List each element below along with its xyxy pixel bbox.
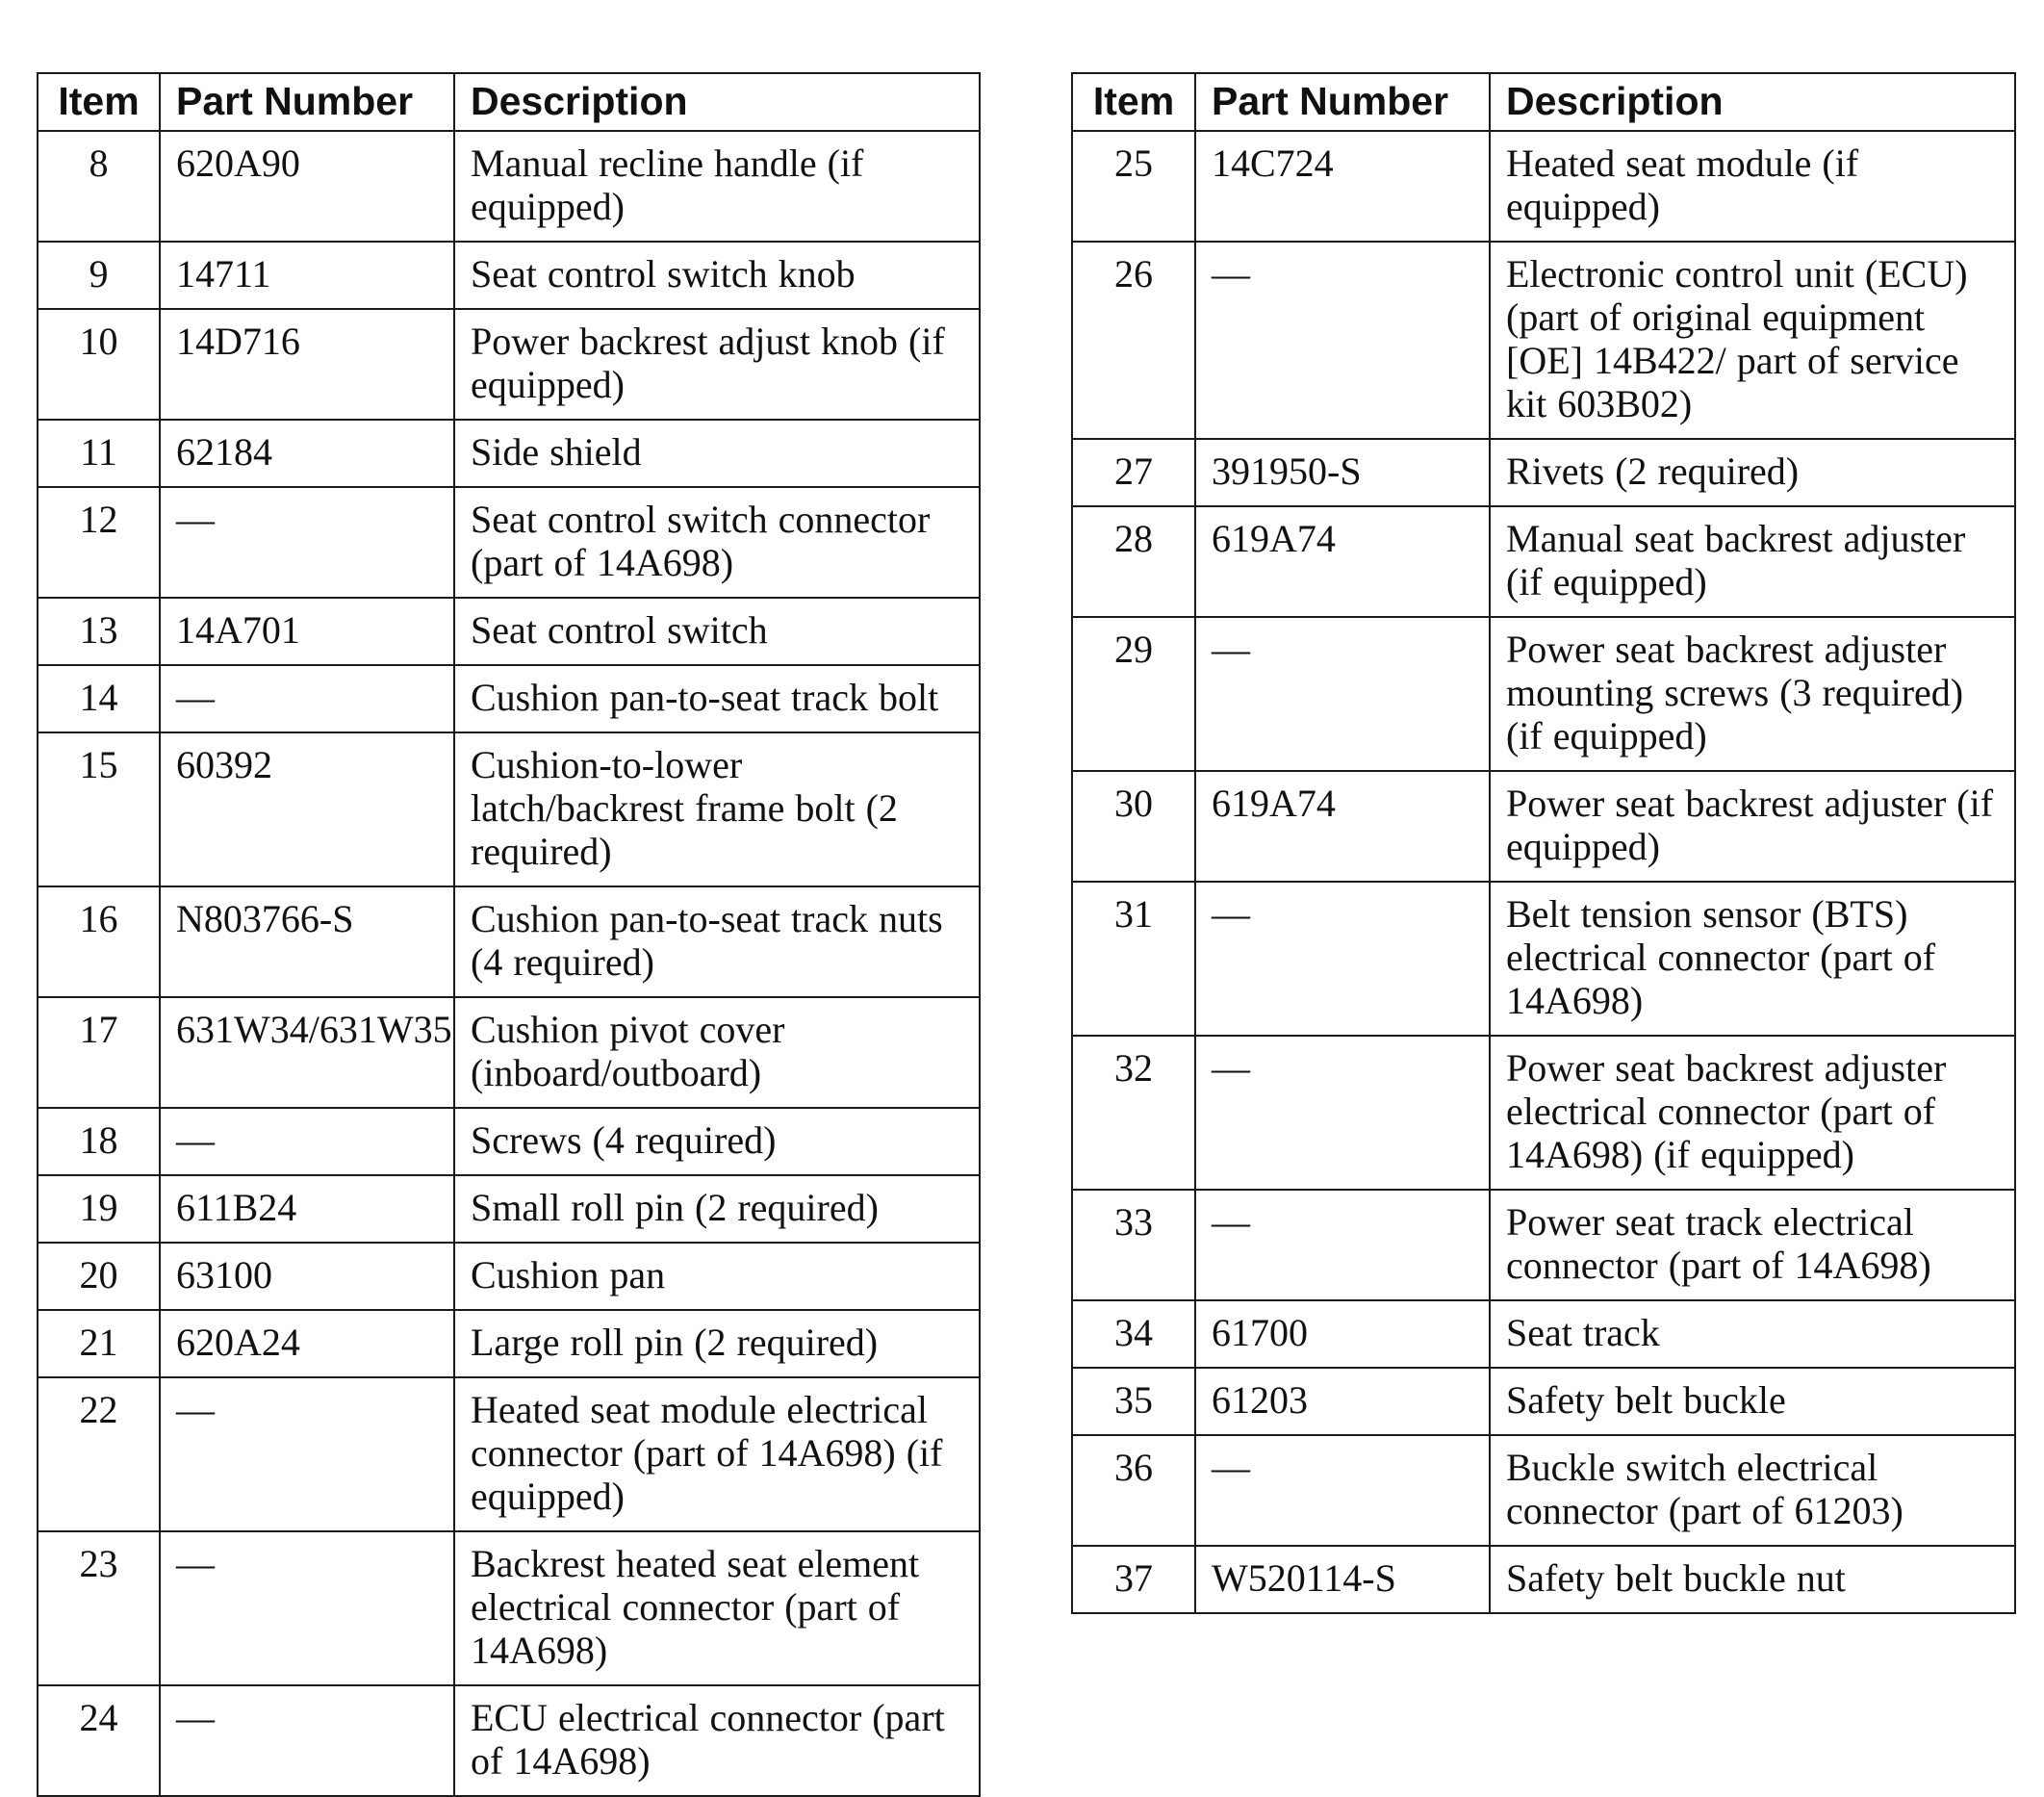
table-row	[1072, 1300, 2015, 1368]
part-number-cell: —	[160, 665, 454, 732]
part-number-cell: 631W34/631W35	[160, 997, 454, 1108]
item-cell: 23	[38, 1531, 160, 1685]
header-part-number: Part Number	[160, 73, 454, 131]
table-body-left	[38, 131, 980, 1796]
description-cell: Power backrest adjust knob (if equipped)	[454, 309, 980, 420]
part-number-cell: —	[1195, 882, 1490, 1036]
description-cell: Cushion-to-lower latch/backrest frame bolt (2 required)	[454, 732, 980, 886]
item-cell: 12	[38, 487, 160, 598]
part-number-cell: 619A74	[1195, 771, 1490, 882]
part-number-cell: 63100	[160, 1243, 454, 1310]
item-cell: 17	[38, 997, 160, 1108]
description-cell: Rivets (2 required)	[1490, 439, 2015, 506]
part-number-cell: —	[160, 1108, 454, 1175]
item-cell: 10	[38, 309, 160, 420]
item-cell: 34	[1072, 1300, 1195, 1368]
table-row	[1072, 439, 2015, 506]
item-cell: 26	[1072, 242, 1195, 439]
description-cell: Manual recline handle (if equipped)	[454, 131, 980, 242]
part-number-cell: 14711	[160, 242, 454, 309]
header-item: Item	[38, 73, 160, 131]
table-row	[1072, 882, 2015, 1036]
table-row	[1072, 131, 2015, 242]
description-cell: Belt tension sensor (BTS) electrical connector (part of 14A698)	[1490, 882, 2015, 1036]
item-cell: 32	[1072, 1036, 1195, 1190]
description-cell: Backrest heated seat element electrical connector (part of 14A698)	[454, 1531, 980, 1685]
table-row	[1072, 617, 2015, 771]
item-cell: 20	[38, 1243, 160, 1310]
item-cell: 13	[38, 598, 160, 665]
table-header-row	[1072, 73, 2015, 131]
table-row	[38, 1175, 980, 1243]
part-number-cell: —	[1195, 242, 1490, 439]
description-cell: Seat control switch knob	[454, 242, 980, 309]
header-item: Item	[1072, 73, 1195, 131]
part-number-cell: —	[160, 1531, 454, 1685]
header-part-number: Part Number	[1195, 73, 1490, 131]
item-cell: 31	[1072, 882, 1195, 1036]
item-cell: 25	[1072, 131, 1195, 242]
description-cell: Safety belt buckle nut	[1490, 1546, 2015, 1613]
part-number-cell: 60392	[160, 732, 454, 886]
table-row	[38, 1377, 980, 1531]
item-cell: 33	[1072, 1190, 1195, 1300]
item-cell: 37	[1072, 1546, 1195, 1613]
parts-table-left	[37, 72, 981, 1797]
part-number-cell: —	[160, 1377, 454, 1531]
item-cell: 30	[1072, 771, 1195, 882]
table-row	[38, 1685, 980, 1796]
table-row	[1072, 1368, 2015, 1435]
part-number-cell: —	[160, 487, 454, 598]
description-cell: Large roll pin (2 required)	[454, 1310, 980, 1377]
header-description: Description	[454, 73, 980, 131]
description-cell: Small roll pin (2 required)	[454, 1175, 980, 1243]
part-number-cell: N803766-S	[160, 886, 454, 997]
description-cell: Manual seat backrest adjuster (if equipped)	[1490, 506, 2015, 617]
item-cell: 36	[1072, 1435, 1195, 1546]
description-cell: Electronic control unit (ECU) (part of original equipment [OE] 14B422/ part of service kit 603B02)	[1490, 242, 2015, 439]
part-number-cell: W520114-S	[1195, 1546, 1490, 1613]
part-number-cell: 620A24	[160, 1310, 454, 1377]
part-number-cell: 61700	[1195, 1300, 1490, 1368]
description-cell: Buckle switch electrical connector (part of 61203)	[1490, 1435, 2015, 1546]
parts-table-right	[1071, 72, 2016, 1614]
table-row	[1072, 506, 2015, 617]
table-row	[38, 309, 980, 420]
part-number-cell: 620A90	[160, 131, 454, 242]
table-row	[38, 420, 980, 487]
item-cell: 27	[1072, 439, 1195, 506]
description-cell: Side shield	[454, 420, 980, 487]
part-number-cell: —	[1195, 1036, 1490, 1190]
table-row	[38, 1108, 980, 1175]
item-cell: 11	[38, 420, 160, 487]
description-cell: Cushion pan-to-seat track bolt	[454, 665, 980, 732]
table-body-right	[1072, 131, 2015, 1613]
description-cell: Cushion pan-to-seat track nuts (4 required)	[454, 886, 980, 997]
table-row	[38, 732, 980, 886]
item-cell: 14	[38, 665, 160, 732]
table-row	[38, 886, 980, 997]
part-number-cell: 14D716	[160, 309, 454, 420]
item-cell: 24	[38, 1685, 160, 1796]
description-cell: Safety belt buckle	[1490, 1368, 2015, 1435]
description-cell: Heated seat module electrical connector (part of 14A698) (if equipped)	[454, 1377, 980, 1531]
item-cell: 35	[1072, 1368, 1195, 1435]
description-cell: Seat control switch connector (part of 14A698)	[454, 487, 980, 598]
table-row	[1072, 771, 2015, 882]
part-number-cell: 62184	[160, 420, 454, 487]
table-header-row	[38, 73, 980, 131]
description-cell: Seat track	[1490, 1300, 2015, 1368]
table-row	[1072, 242, 2015, 439]
item-cell: 19	[38, 1175, 160, 1243]
table-row	[38, 1531, 980, 1685]
table-row	[38, 598, 980, 665]
table-row	[38, 131, 980, 242]
table-row	[38, 997, 980, 1108]
table-row	[38, 1310, 980, 1377]
table-row	[1072, 1435, 2015, 1546]
table-row	[38, 242, 980, 309]
part-number-cell: 619A74	[1195, 506, 1490, 617]
description-cell: ECU electrical connector (part of 14A698)	[454, 1685, 980, 1796]
description-cell: Power seat track electrical connector (part of 14A698)	[1490, 1190, 2015, 1300]
part-number-cell: 14A701	[160, 598, 454, 665]
part-number-cell: 61203	[1195, 1368, 1490, 1435]
header-description: Description	[1490, 73, 2015, 131]
item-cell: 22	[38, 1377, 160, 1531]
description-cell: Power seat backrest adjuster (if equipped)	[1490, 771, 2015, 882]
description-cell: Cushion pivot cover (inboard/outboard)	[454, 997, 980, 1108]
item-cell: 28	[1072, 506, 1195, 617]
table-row	[38, 487, 980, 598]
table-row	[38, 1243, 980, 1310]
item-cell: 15	[38, 732, 160, 886]
description-cell: Power seat backrest adjuster electrical connector (part of 14A698) (if equipped)	[1490, 1036, 2015, 1190]
table-row	[38, 665, 980, 732]
description-cell: Power seat backrest adjuster mounting screws (3 required) (if equipped)	[1490, 617, 2015, 771]
item-cell: 29	[1072, 617, 1195, 771]
description-cell: Screws (4 required)	[454, 1108, 980, 1175]
part-number-cell: —	[1195, 1190, 1490, 1300]
table-row	[1072, 1546, 2015, 1613]
description-cell: Cushion pan	[454, 1243, 980, 1310]
part-number-cell: —	[1195, 617, 1490, 771]
item-cell: 21	[38, 1310, 160, 1377]
item-cell: 8	[38, 131, 160, 242]
item-cell: 18	[38, 1108, 160, 1175]
part-number-cell: —	[160, 1685, 454, 1796]
description-cell: Heated seat module (if equipped)	[1490, 131, 2015, 242]
part-number-cell: —	[1195, 1435, 1490, 1546]
item-cell: 16	[38, 886, 160, 997]
part-number-cell: 391950-S	[1195, 439, 1490, 506]
description-cell: Seat control switch	[454, 598, 980, 665]
table-row	[1072, 1036, 2015, 1190]
part-number-cell: 611B24	[160, 1175, 454, 1243]
table-row	[1072, 1190, 2015, 1300]
item-cell: 9	[38, 242, 160, 309]
part-number-cell: 14C724	[1195, 131, 1490, 242]
